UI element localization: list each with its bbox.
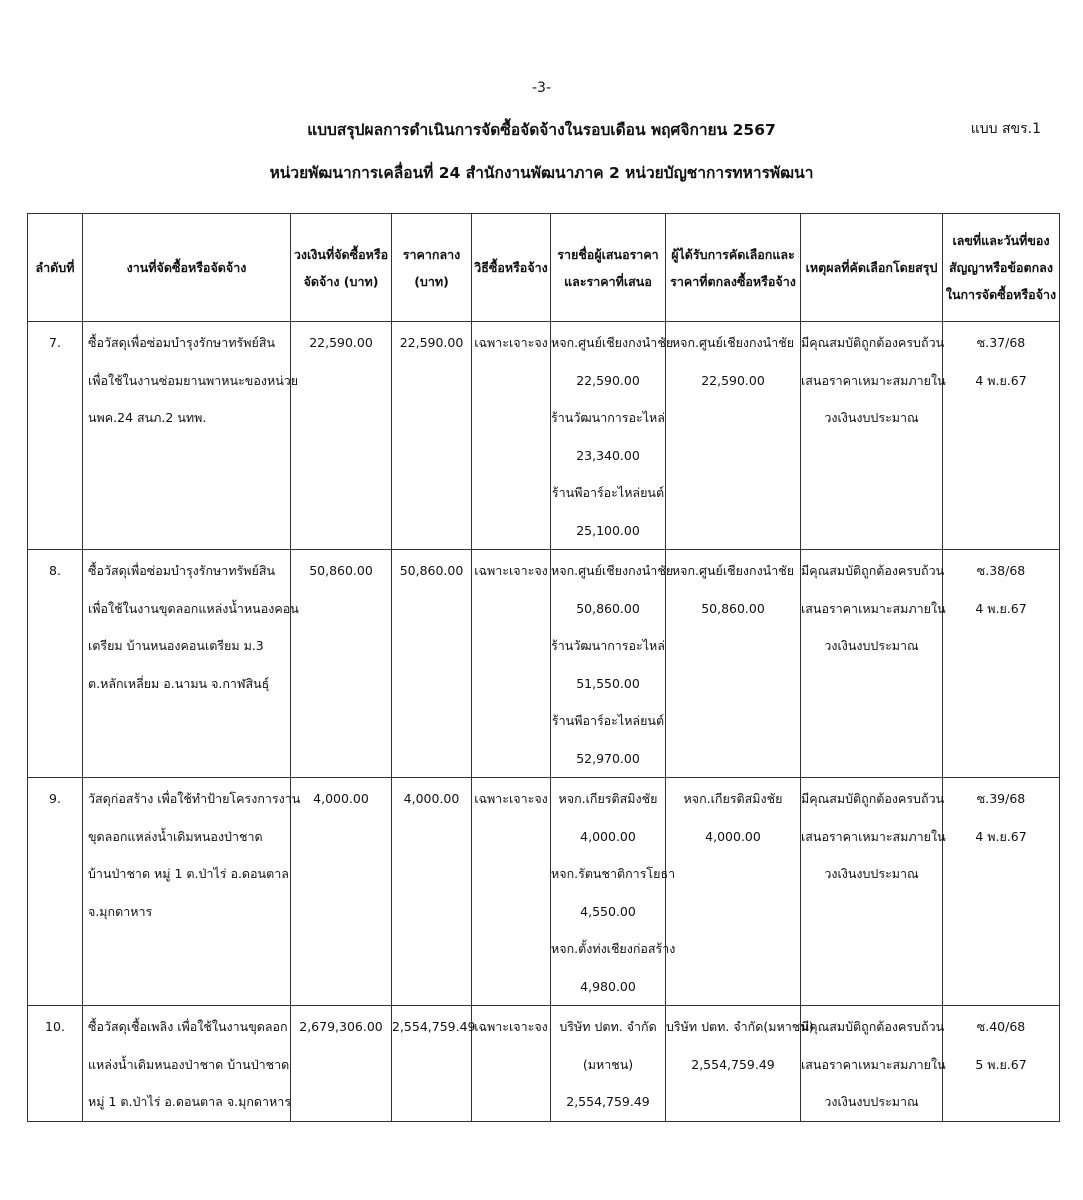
cell-winner: หจก.ศูนย์เชียงกงนำชัย 22,590.00	[666, 322, 801, 550]
cell-median-price: 50,860.00	[392, 550, 472, 778]
cell-bidders: หจก.ศูนย์เชียงกงนำชัย 50,860.00 ร้านวัฒนาการอะไหล่ 51,550.00 ร้านพีอาร์อะไหล่ยนต์ 52,970.00	[551, 550, 666, 778]
cell-method: เฉพาะเจาะจง	[472, 550, 551, 778]
cell-budget: 22,590.00	[291, 322, 392, 550]
cell-median-price: 22,590.00	[392, 322, 472, 550]
cell-winner: บริษัท ปตท. จำกัด(มหาชน) 2,554,759.49	[666, 1006, 801, 1122]
document-title: แบบสรุปผลการดำเนินการจัดซื้อจัดจ้างในรอบเดือน พฤศจิกายน 2567	[307, 121, 776, 139]
document-subtitle: หน่วยพัฒนาการเคลื่อนที่ 24 สำนักงานพัฒนาภาค 2 หน่วยบัญชาการทหารพัฒนา	[269, 164, 814, 182]
cell-method: เฉพาะเจาะจง	[472, 778, 551, 1006]
header-no: ลำดับที่	[28, 214, 83, 322]
table-row	[28, 1006, 1060, 1122]
cell-reason: มีคุณสมบัติถูกต้องครบถ้วน เสนอราคาเหมาะสมภายใน วงเงินงบประมาณ	[801, 778, 943, 1006]
cell-bidders: หจก.ศูนย์เชียงกงนำชัย 22,590.00 ร้านวัฒนาการอะไหล่ 23,340.00 ร้านพีอาร์อะไหล่ยนต์ 25,100.00	[551, 322, 666, 550]
cell-median-price: 2,554,759.49	[392, 1006, 472, 1122]
header-budget: วงเงินที่จัดซื้อหรือ จัดจ้าง (บาท)	[291, 214, 392, 322]
header-bidders: รายชื่อผู้เสนอราคา และราคาที่เสนอ	[551, 214, 666, 322]
form-code: แบบ สขร.1	[970, 121, 1041, 137]
cell-contract: ซ.38/68 4 พ.ย.67	[943, 550, 1060, 778]
cell-no: 8.	[28, 550, 83, 778]
cell-item: วัสดุก่อสร้าง เพื่อใช้ทำป้ายโครงการงาน ขุดลอกแหล่งน้ำเดิมหนองป่าชาด บ้านป่าชาด หมู่ 1 ต.ป่าไร่ อ.ดอนตาล จ.มุกดาหาร	[83, 778, 291, 1006]
cell-winner: หจก.เกียรติสมิงชัย 4,000.00	[666, 778, 801, 1006]
cell-reason: มีคุณสมบัติถูกต้องครบถ้วน เสนอราคาเหมาะสมภายใน วงเงินงบประมาณ	[801, 322, 943, 550]
cell-contract: ซ.37/68 4 พ.ย.67	[943, 322, 1060, 550]
cell-method: เฉพาะเจาะจง	[472, 322, 551, 550]
cell-no: 9.	[28, 778, 83, 1006]
cell-no: 10.	[28, 1006, 83, 1122]
cell-bidders: บริษัท ปตท. จำกัด (มหาชน) 2,554,759.49	[551, 1006, 666, 1122]
table-row	[28, 322, 1060, 550]
cell-contract: ซ.40/68 5 พ.ย.67	[943, 1006, 1060, 1122]
header-reason: เหตุผลที่คัดเลือกโดยสรุป	[801, 214, 943, 322]
cell-contract: ซ.39/68 4 พ.ย.67	[943, 778, 1060, 1006]
cell-winner: หจก.ศูนย์เชียงกงนำชัย 50,860.00	[666, 550, 801, 778]
cell-median-price: 4,000.00	[392, 778, 472, 1006]
header-row	[28, 214, 1060, 322]
cell-bidders: หจก.เกียรติสมิงชัย 4,000.00 หจก.รัตนชาติการโยธา 4,550.00 หจก.ตั้งท่งเชียงก่อสร้าง 4,980.00	[551, 778, 666, 1006]
cell-budget: 4,000.00	[291, 778, 392, 1006]
header-method: วิธีซื้อหรือจ้าง	[472, 214, 551, 322]
cell-item: ซื้อวัสดุเพื่อซ่อมบำรุงรักษาทรัพย์สิน เพื่อใช้ในงานซ่อมยานพาหนะของหน่วย นพค.24 สนภ.2 นทพ.	[83, 322, 291, 550]
header-item: งานที่จัดซื้อหรือจัดจ้าง	[83, 214, 291, 322]
cell-no: 7.	[28, 322, 83, 550]
header-winner: ผู้ได้รับการคัดเลือกและ ราคาที่ตกลงซื้อหรือจ้าง	[666, 214, 801, 322]
table-row	[28, 778, 1060, 1006]
header-median-price: ราคากลาง (บาท)	[392, 214, 472, 322]
cell-method: เฉพาะเจาะจง	[472, 1006, 551, 1122]
page-number: -3-	[531, 80, 551, 96]
cell-item: ซื้อวัสดุเชื้อเพลิง เพื่อใช้ในงานขุดลอก แหล่งน้ำเดิมหนองป่าชาด บ้านป่าชาด หมู่ 1 ต.ป่าไร่ อ.ดอนตาล จ.มุกดาหาร	[83, 1006, 291, 1122]
header-contract: เลขที่และวันที่ของ สัญญาหรือข้อตกลง ในการจัดซื้อหรือจ้าง	[943, 214, 1060, 322]
table-row	[28, 550, 1060, 778]
procurement-table	[27, 213, 1060, 1122]
cell-reason: มีคุณสมบัติถูกต้องครบถ้วน เสนอราคาเหมาะสมภายใน วงเงินงบประมาณ	[801, 550, 943, 778]
cell-reason: มีคุณสมบัติถูกต้องครบถ้วน เสนอราคาเหมาะสมภายใน วงเงินงบประมาณ	[801, 1006, 943, 1122]
cell-item: ซื้อวัสดุเพื่อซ่อมบำรุงรักษาทรัพย์สิน เพื่อใช้ในงานขุดลอกแหล่งน้ำหนองคอน เตรียม บ้านหนองคอนเตรียม ม.3 ต.หลักเหลี่ยม อ.นามน จ.กาฬสินธุ์	[83, 550, 291, 778]
cell-budget: 50,860.00	[291, 550, 392, 778]
cell-budget: 2,679,306.00	[291, 1006, 392, 1122]
